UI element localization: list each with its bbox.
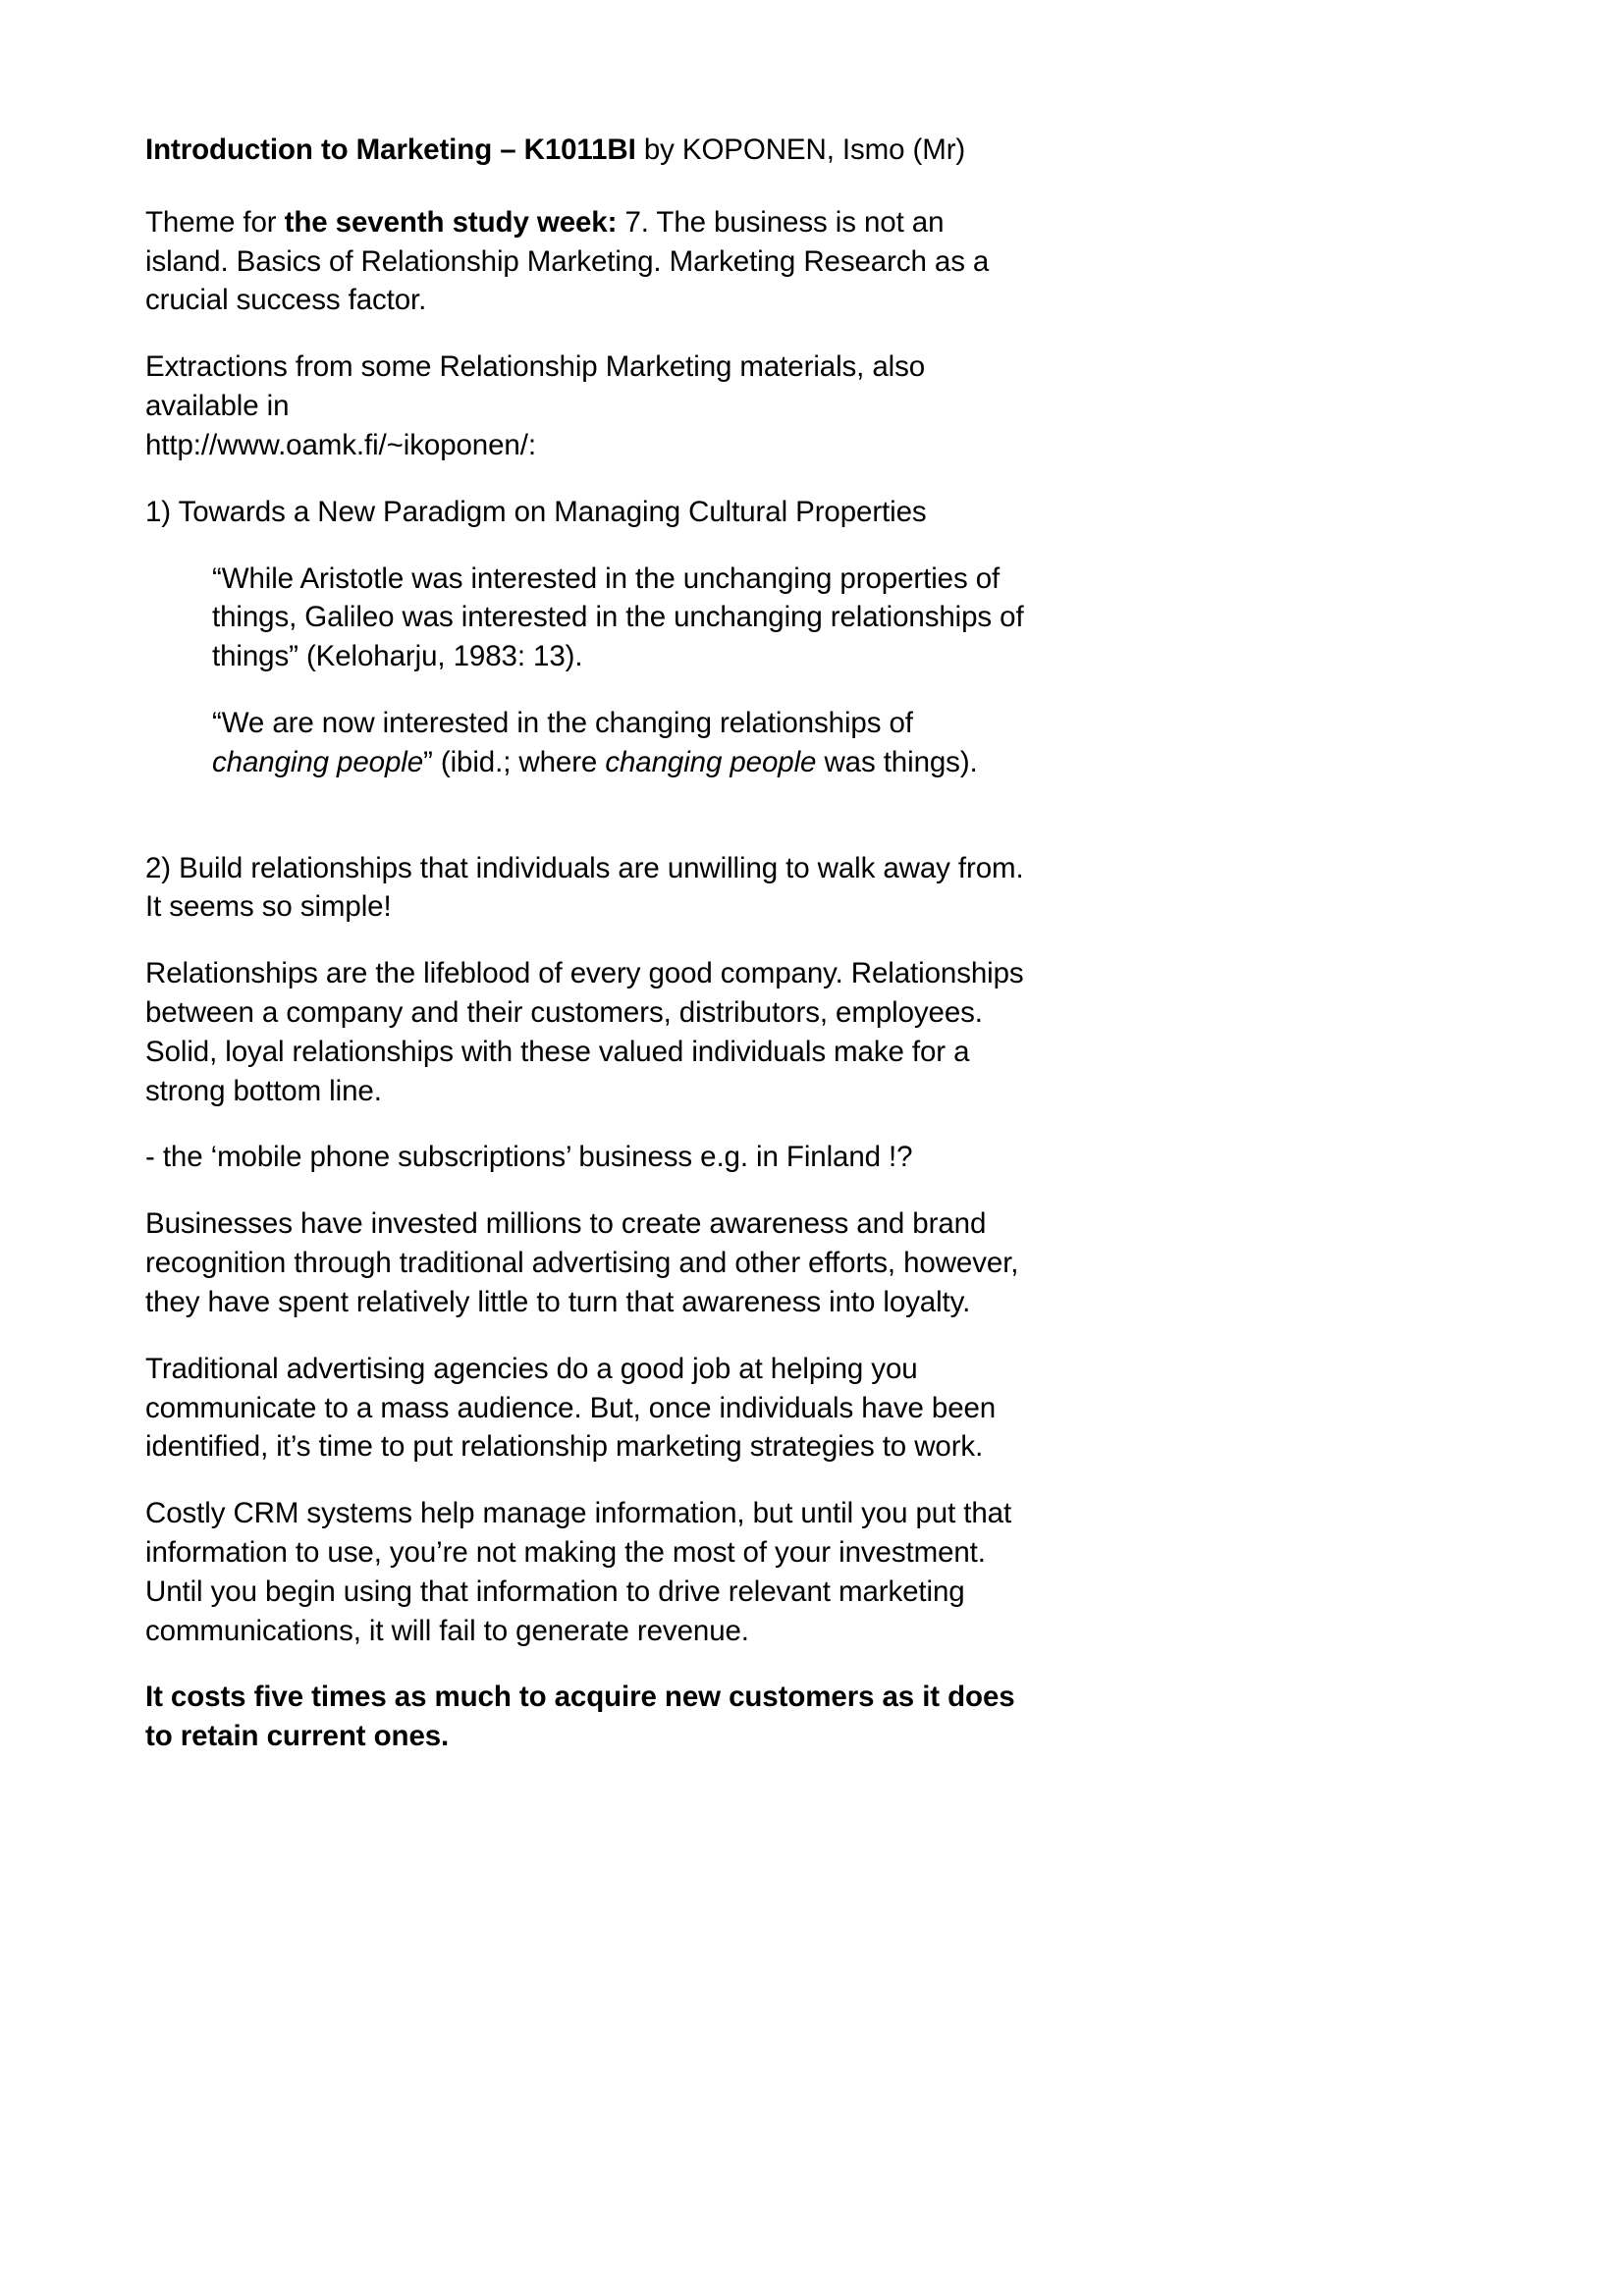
quote2-italic-2: changing people <box>605 745 817 778</box>
theme-lead: Theme for <box>145 205 285 239</box>
section-2-line-1: 2) Build relationships that individuals are unwilling to walk away from. <box>145 851 1024 884</box>
quote2-part3: was things). <box>816 745 978 778</box>
theme-week-bold: the seventh study week: <box>284 205 618 239</box>
paragraph-lifeblood: Relationships are the lifeblood of every good company. Relationships between a company and their customers, distributors, employees. Solid, loyal relationships with these valued individuals make for a strong bottom line. <box>145 957 1024 1107</box>
paragraph-businesses-invested: Businesses have invested millions to create awareness and brand recognition through traditional advertising and other efforts, however, they have spent relatively little to turn that awareness into loyalty. <box>145 1207 1019 1318</box>
section-2-line-2: It seems so simple! <box>145 890 392 924</box>
extractions-paragraph <box>145 347 1034 464</box>
paragraph-crm-systems: Costly CRM systems help manage information, but until you put that information to use, you’re not making the most of your investment. Until you begin using that information to drive relevant marketing communications, it will fail to generate revenue. <box>145 1497 1012 1647</box>
quote-block <box>212 560 1034 782</box>
document-title <box>145 131 1034 170</box>
document-body <box>145 131 1034 1756</box>
quote2-part2: ” (ibid.; where <box>423 745 606 778</box>
closing-bold-text: It costs five times as much to acquire new customers as it does to retain current ones. <box>145 1681 1015 1753</box>
paragraph-mobile-subscriptions: - the ‘mobile phone subscriptions’ business e.g. in Finland !? <box>145 1141 913 1174</box>
paragraph-closing-bold <box>145 1678 1034 1756</box>
extractions-url: http://www.oamk.fi/~ikoponen/: <box>145 428 536 461</box>
theme-rest: 7. The business is not an island. Basics of Relationship Marketing. Marketing Research as a crucial success factor. <box>145 205 990 317</box>
section-spacer <box>145 810 1034 849</box>
document-title-bold: Introduction to Marketing – K1011BI <box>145 133 636 166</box>
quote2-part1: “We are now interested in the changing relationships of <box>212 706 913 739</box>
quote-aristotle: “While Aristotle was interested in the unchanging properties of things, Galileo was interested in the unchanging relationships of things” (Keloharju, 1983: 13). <box>212 561 1024 673</box>
section-1-heading: 1) Towards a New Paradigm on Managing Cultural Properties <box>145 495 927 528</box>
quote-changing-people <box>212 704 1034 782</box>
extractions-line: Extractions from some Relationship Marketing materials, also available in <box>145 350 926 423</box>
document-title-author: by KOPONEN, Ismo (Mr) <box>635 133 966 166</box>
paragraph-advertising-agencies: Traditional advertising agencies do a good job at helping you communicate to a mass audience. But, once individuals have been identified, it’s time to put relationship marketing strategies to work. <box>145 1352 997 1464</box>
quote2-italic-1: changing people <box>212 745 424 778</box>
section-2-paragraph <box>145 849 1034 928</box>
theme-paragraph <box>145 203 1034 320</box>
